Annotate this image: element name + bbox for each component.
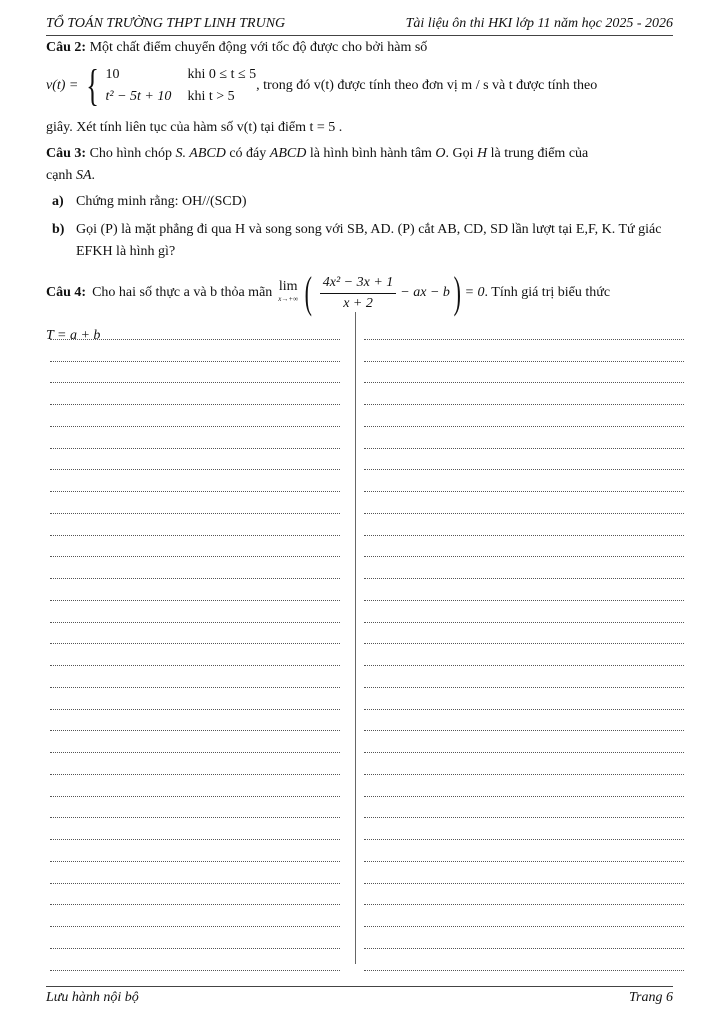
question-3-intro-line2: cạnh SA. bbox=[46, 168, 95, 183]
answer-line bbox=[364, 884, 684, 906]
function-name: v(t) = bbox=[46, 78, 79, 93]
column-divider bbox=[355, 312, 356, 964]
answer-line bbox=[50, 731, 340, 753]
answer-line bbox=[364, 862, 684, 884]
answer-line bbox=[50, 710, 340, 732]
answer-line bbox=[50, 753, 340, 775]
answer-line bbox=[50, 405, 340, 427]
page-footer bbox=[46, 986, 673, 1005]
answer-line bbox=[364, 340, 684, 362]
answer-line bbox=[50, 579, 340, 601]
answer-line bbox=[50, 427, 340, 449]
answer-line bbox=[50, 927, 340, 949]
answer-line bbox=[364, 666, 684, 688]
answer-line bbox=[50, 818, 340, 840]
answer-line bbox=[50, 557, 340, 579]
answer-line bbox=[50, 688, 340, 710]
answer-line bbox=[364, 405, 684, 427]
answer-line bbox=[50, 797, 340, 819]
question-3-part-b: b) Gọi (P) là mặt phẳng đi qua H và song song với SB, AD. (P) cắt AB, CD, SD lần lượt tại E,F, K. Tứ giác EFKH là hình gì? bbox=[52, 222, 662, 259]
answer-line bbox=[364, 514, 684, 536]
answer-line bbox=[364, 905, 684, 927]
question-2-label: Câu 2: bbox=[46, 40, 87, 55]
answer-line bbox=[50, 492, 340, 514]
question-4: Câu 4: Cho hai số thực a và b thỏa mãn lim x→+∞ ( $\frac{\text{4x² − 3x + 1}}{x + 2}$ − ax − b ) = 0 . Tính giá trị biểu thức bbox=[46, 268, 611, 317]
answer-line bbox=[364, 579, 684, 601]
header-doc-title: Tài liệu ôn thi HKI lớp 11 năm học 2025 - 2026 bbox=[405, 16, 673, 31]
answer-line bbox=[364, 449, 684, 471]
answer-line bbox=[364, 949, 684, 971]
answer-line bbox=[50, 905, 340, 927]
answer-line bbox=[364, 797, 684, 819]
answer-line bbox=[50, 623, 340, 645]
answer-line bbox=[50, 470, 340, 492]
answer-line bbox=[364, 731, 684, 753]
question-2-intro bbox=[46, 37, 673, 59]
question-2-task: giây. Xét tính liên tục của hàm số v(t) tại điểm t = 5 . bbox=[46, 120, 343, 135]
question-3-intro: Câu 3: Cho hình chóp S. ABCD có đáy ABCD là hình bình hành tâm O. Gọi H là trung điểm của bbox=[46, 146, 589, 161]
answer-line bbox=[364, 840, 684, 862]
answer-line bbox=[50, 949, 340, 971]
question-3-part-a: a) Chứng minh rằng: OH//(SCD) bbox=[52, 194, 247, 209]
answer-line bbox=[364, 688, 684, 710]
answer-line bbox=[364, 818, 684, 840]
answer-line bbox=[364, 557, 684, 579]
answer-line bbox=[50, 666, 340, 688]
answer-line bbox=[364, 318, 684, 340]
footer-note: Lưu hành nội bộ bbox=[46, 990, 139, 1005]
answer-line bbox=[364, 644, 684, 666]
page-number: Trang 6 bbox=[629, 990, 673, 1005]
answer-line bbox=[50, 362, 340, 384]
answer-line bbox=[50, 775, 340, 797]
answer-line bbox=[50, 340, 340, 362]
answer-line bbox=[50, 383, 340, 405]
limit-fraction: $\frac{\text{4x² − 3x + 1}}{x + 2}$ bbox=[320, 273, 397, 314]
answer-line bbox=[364, 927, 684, 949]
answer-line bbox=[50, 514, 340, 536]
piecewise-function bbox=[46, 61, 673, 111]
answer-line bbox=[364, 536, 684, 558]
piecewise-cases bbox=[106, 64, 257, 108]
right-paren: ) bbox=[453, 268, 461, 317]
answer-area bbox=[46, 318, 673, 966]
question-3-label: Câu 3: bbox=[46, 146, 87, 161]
case-1: 10 khi 0 ≤ t ≤ 5 bbox=[105, 67, 257, 82]
question-4-label: Câu 4: bbox=[46, 285, 87, 300]
question-2-text: Một chất điểm chuyển động với tốc độ được cho bởi hàm số bbox=[89, 40, 428, 55]
answer-line bbox=[50, 536, 340, 558]
answer-line bbox=[364, 623, 684, 645]
limit-symbol: lim x→+∞ bbox=[278, 279, 299, 303]
answer-line bbox=[50, 862, 340, 884]
answer-column-left bbox=[50, 318, 340, 971]
answer-line bbox=[364, 710, 684, 732]
question-2-units: , trong đó v(t) được tính theo đơn vị m / s và t được tính theo bbox=[256, 78, 598, 93]
question-4-expression: T = a + b bbox=[46, 328, 101, 343]
header-school: TỔ TOÁN TRƯỜNG THPT LINH TRUNG bbox=[46, 16, 286, 31]
answer-line bbox=[50, 644, 340, 666]
answer-line bbox=[50, 840, 340, 862]
answer-line bbox=[364, 383, 684, 405]
answer-line bbox=[364, 492, 684, 514]
answer-line bbox=[364, 601, 684, 623]
answer-line bbox=[50, 449, 340, 471]
answer-line bbox=[364, 427, 684, 449]
answer-line bbox=[50, 884, 340, 906]
answer-line bbox=[364, 470, 684, 492]
answer-line bbox=[50, 318, 340, 340]
page-header bbox=[46, 15, 673, 36]
answer-line bbox=[50, 601, 340, 623]
left-paren: ( bbox=[304, 268, 313, 317]
answer-line bbox=[364, 753, 684, 775]
question-4-text: Cho hai số thực a và b thỏa mãn bbox=[92, 285, 273, 300]
answer-line bbox=[364, 775, 684, 797]
exercise-content bbox=[46, 37, 673, 347]
case-2: t² − 5t + 10 khi t > 5 bbox=[105, 89, 235, 104]
answer-column-right bbox=[364, 318, 684, 971]
brace-symbol: { bbox=[86, 61, 100, 110]
answer-line bbox=[364, 362, 684, 384]
